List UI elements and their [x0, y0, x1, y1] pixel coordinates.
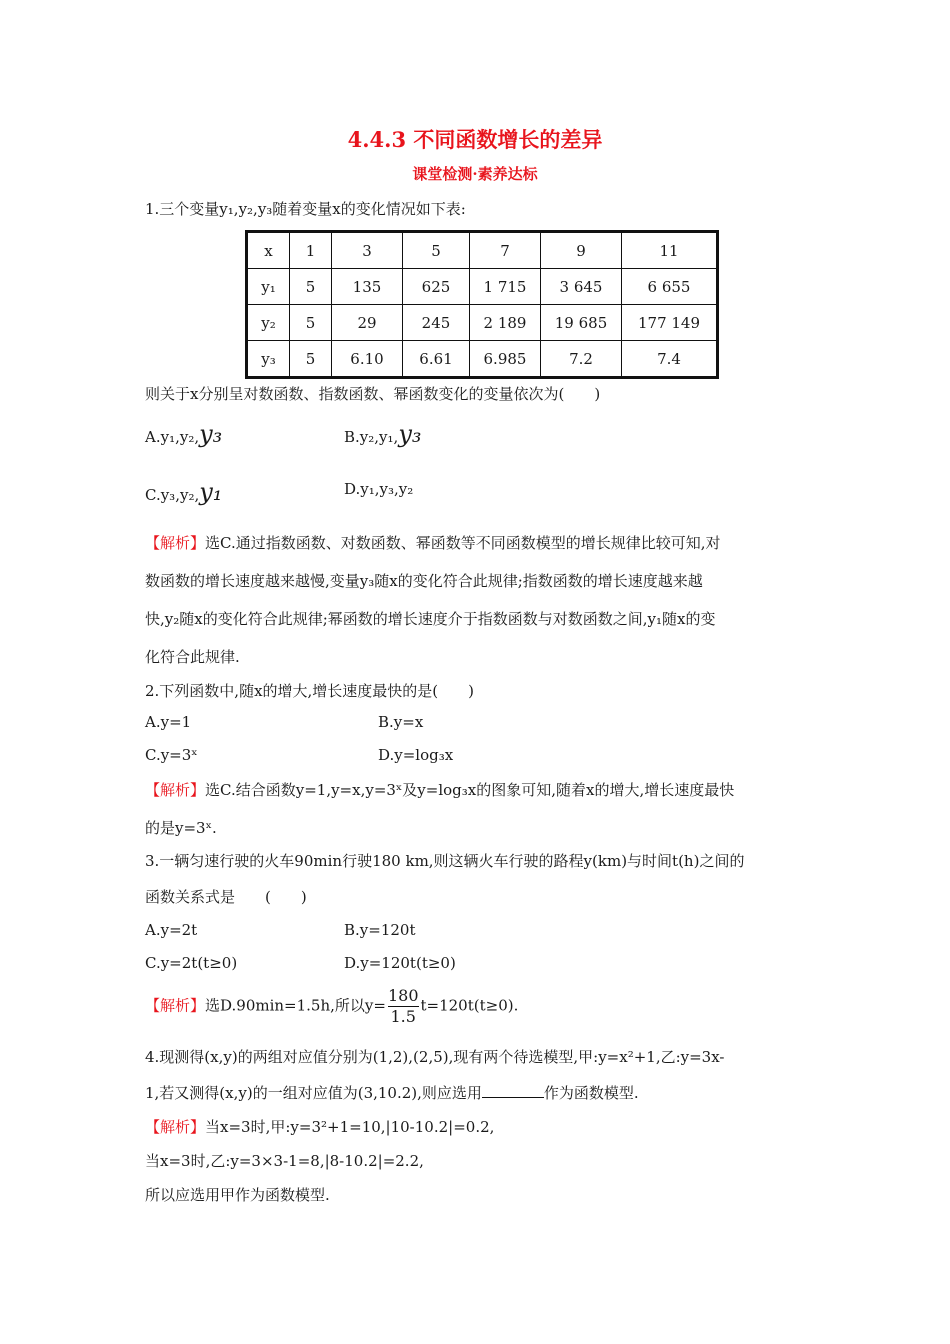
q3-stem-line-1: 3.一辆匀速行驶的火车90min行驶180 km,则这辆火车行驶的路程y(km)与时间t(h)之间的 — [145, 852, 745, 870]
table-cell: 29 — [332, 305, 403, 341]
q1-option-c-text: C.y₃,y₂, — [145, 486, 200, 504]
q1-analysis-line-3: 快,y₂随x的变化符合此规律;幂函数的增长速度介于指数函数与对数函数之间,y₁随x的变 — [145, 610, 716, 628]
q3-fraction-numerator: 180 — [387, 986, 419, 1005]
q1-option-c — [145, 478, 222, 506]
table-cell: 7.4 — [622, 341, 718, 378]
table-row — [247, 269, 718, 305]
table-cell: 9 — [541, 232, 622, 269]
q3-option-d: D.y=120t(t≥0) — [344, 954, 456, 972]
q1-table — [245, 230, 719, 379]
q2-option-d: D.y=log₃x — [378, 746, 454, 764]
table-cell: 6.985 — [470, 341, 541, 378]
table-cell: 6 655 — [622, 269, 718, 305]
q4-answer-blank — [482, 1083, 544, 1098]
q4-analysis-line-1 — [145, 1116, 494, 1137]
table-cell: 2 189 — [470, 305, 541, 341]
q1-option-b-var: y₃ — [398, 420, 422, 448]
q3-fraction-denominator: 1.5 — [390, 1007, 416, 1026]
table-cell: 3 645 — [541, 269, 622, 305]
table-cell: 1 715 — [470, 269, 541, 305]
q1-question: 则关于x分别呈对数函数、指数函数、幂函数变化的变量依次为( ) — [145, 385, 601, 403]
table-cell: 6.10 — [332, 341, 403, 378]
q4-stem-line-2-pre: 1,若又测得(x,y)的一组对应值为(3,10.2),则应选用 — [145, 1084, 482, 1102]
q2-option-a: A.y=1 — [145, 713, 192, 731]
q3-analysis-post: t=120t(t≥0). — [420, 996, 519, 1015]
q1-option-a-text: A.y₁,y₂, — [145, 428, 200, 446]
table-row — [247, 341, 718, 378]
q1-option-c-var: y₁ — [199, 478, 223, 506]
q3-analysis-tag: 【解析】 — [145, 996, 206, 1015]
table-row — [247, 232, 718, 269]
table-cell: 7.2 — [541, 341, 622, 378]
q1-stem: 1.三个变量y₁,y₂,y₃随着变量x的变化情况如下表: — [145, 200, 466, 218]
q3-option-a: A.y=2t — [145, 921, 198, 939]
q4-analysis-tag: 【解析】 — [145, 1118, 206, 1136]
q4-analysis-text-1: 当x=3时,甲:y=3²+1=10,|10-10.2|=0.2, — [205, 1118, 495, 1136]
q2-stem: 2.下列函数中,随x的增大,增长速度最快的是( ) — [145, 682, 475, 700]
q4-analysis-line-2: 当x=3时,乙:y=3×3-1=8,|8-10.2|=2.2, — [145, 1152, 424, 1170]
table-cell: 5 — [290, 341, 332, 378]
q4-stem-line-2-post: 作为函数模型. — [543, 1084, 639, 1102]
q3-fraction — [388, 986, 419, 1027]
table-cell: x — [247, 232, 290, 269]
table-cell: 7 — [470, 232, 541, 269]
table-cell: y₂ — [247, 305, 290, 341]
q3-option-c: C.y=2t(t≥0) — [145, 954, 238, 972]
q2-analysis-line-1 — [145, 779, 734, 800]
q1-analysis-line-1 — [145, 532, 721, 553]
table-cell: 11 — [622, 232, 718, 269]
q2-analysis-text-1: 选C.结合函数y=1,y=x,y=3ˣ及y=log₃x的图象可知,随着x的增大,增长速度最快 — [205, 781, 735, 799]
q2-analysis-tag: 【解析】 — [145, 781, 206, 799]
q3-stem-line-2: 函数关系式是 ( ) — [145, 888, 307, 906]
table-cell: 3 — [332, 232, 403, 269]
q1-option-a-var: y₃ — [199, 420, 223, 448]
table-cell: 5 — [403, 232, 470, 269]
q3-analysis-pre: 选D.90min=1.5h,所以y= — [205, 996, 386, 1015]
q1-analysis-text-1: 选C.通过指数函数、对数函数、幂函数等不同函数模型的增长规律比较可知,对 — [205, 534, 721, 552]
q3-option-b: B.y=120t — [344, 921, 416, 939]
q4-stem-line-1: 4.现测得(x,y)的两组对应值分别为(1,2),(2,5),现有两个待选模型,甲:y=x²+1,乙:y=3x- — [145, 1048, 725, 1066]
table-cell: 6.61 — [403, 341, 470, 378]
q2-option-b: B.y=x — [378, 713, 424, 731]
table-cell: 5 — [290, 305, 332, 341]
table-cell: 5 — [290, 269, 332, 305]
q1-analysis-tag: 【解析】 — [145, 534, 206, 552]
page-subtitle: 课堂检测·素养达标 — [412, 165, 538, 183]
table-cell: 1 — [290, 232, 332, 269]
table-cell: y₃ — [247, 341, 290, 378]
q2-option-c: C.y=3ˣ — [145, 746, 198, 764]
table-cell: 19 685 — [541, 305, 622, 341]
q1-option-b-text: B.y₂,y₁, — [344, 428, 399, 446]
q1-option-b — [344, 420, 422, 448]
table-cell: 135 — [332, 269, 403, 305]
q4-analysis-line-3: 所以应选用甲作为函数模型. — [145, 1186, 330, 1204]
table-cell: y₁ — [247, 269, 290, 305]
q1-option-a — [145, 420, 222, 448]
table-cell: 625 — [403, 269, 470, 305]
q1-analysis-line-2: 数函数的增长速度越来越慢,变量y₃随x的变化符合此规律;指数函数的增长速度越来越 — [145, 572, 703, 590]
table-cell: 245 — [403, 305, 470, 341]
q3-analysis — [145, 986, 518, 1027]
q1-option-d: D.y₁,y₃,y₂ — [344, 480, 414, 498]
table-row — [247, 305, 718, 341]
q4-stem-line-2 — [145, 1082, 639, 1103]
table-cell: 177 149 — [622, 305, 718, 341]
q2-analysis-line-2: 的是y=3ˣ. — [145, 819, 217, 837]
q1-analysis-line-4: 化符合此规律. — [145, 648, 240, 666]
page-title: 4.4.3 不同函数增长的差异 — [347, 127, 603, 152]
